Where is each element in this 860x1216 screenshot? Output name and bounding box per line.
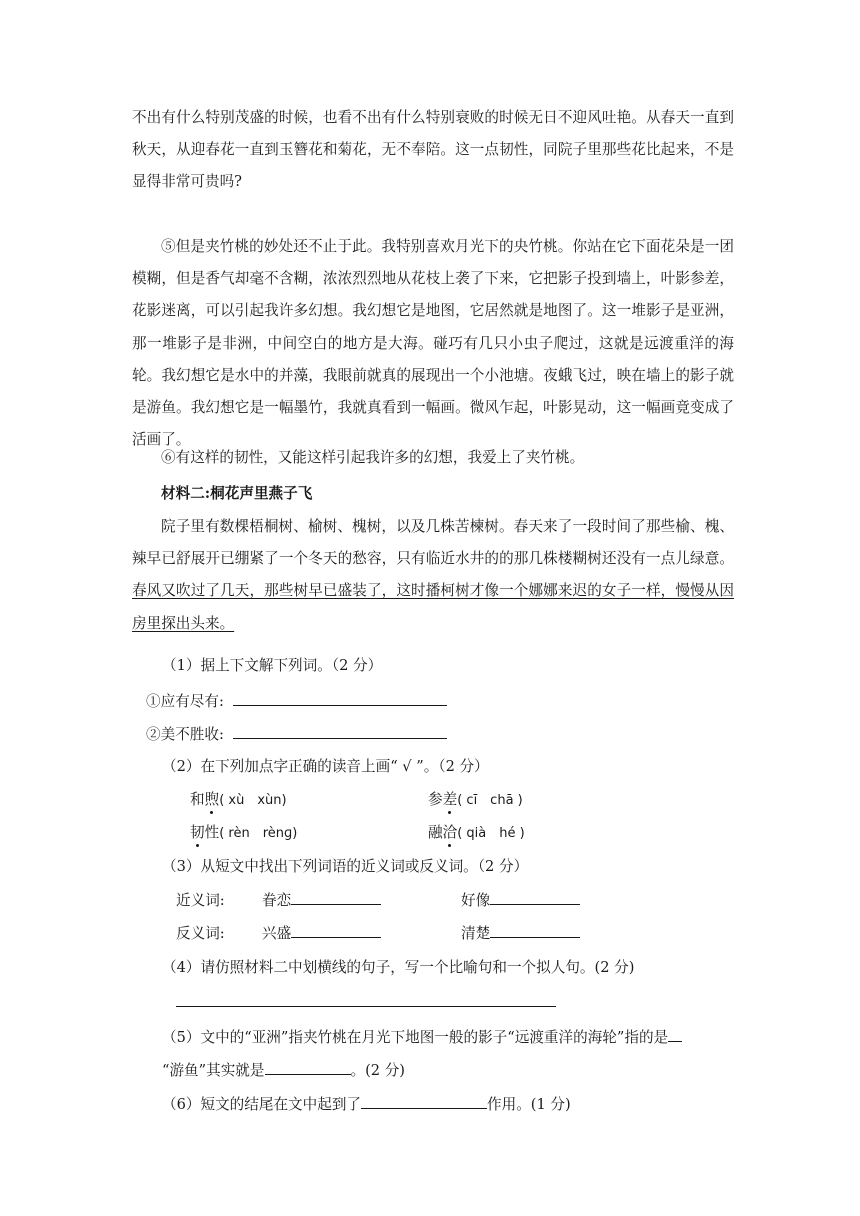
pinyin-item-1-char: 和 — [190, 791, 205, 808]
question-1b — [146, 723, 447, 744]
question-5-text: （5）文中的“亚洲”指夹竹桃在月光下地图一般的影子“远渡重洋的海轮”指的是 — [162, 1029, 669, 1046]
question-6 — [162, 1093, 571, 1114]
antonym-item-1 — [262, 922, 381, 943]
pinyin-item-2 — [428, 788, 523, 809]
answer-line-4[interactable] — [176, 1006, 556, 1007]
material-two-text — [132, 511, 734, 640]
question-1a-label: ①应有尽有: — [146, 693, 224, 710]
material-two-plain: 院子里有数棵梧桐树、榆树、槐树，以及几株苦楝树。春天来了一段时间了那些榆、槐、辣早已舒展开已绷紧了一个冬天的愁容，只有临近水井的的那几株楼糊树还没有一点儿绿意。 — [132, 518, 734, 568]
question-3: （3）从短文中找出下列词语的近义词或反义词。（2 分） — [162, 858, 529, 875]
question-5-line-1 — [162, 1026, 682, 1047]
pinyin-item-3 — [190, 821, 297, 842]
synonym-label: 近义词: — [176, 892, 225, 909]
passage-paragraph-continued: 不出有什么特别茂盛的时候，也看不出有什么特别衰败的时候无日不迎风吐艳。从春天一直到秋天，从迎春花一直到玉簪花和菊花，无不奉陪。这一点韧性，同院子里那些花比起来，不是显得非常可贵吗? — [132, 109, 734, 191]
pinyin-item-2-options[interactable]: ( cī chā ) — [457, 793, 523, 808]
word-juanlian: 眷恋 — [262, 892, 292, 909]
question-5-suffix: 。(2 分) — [350, 1062, 405, 1079]
material-two-underlined-sentence: 春风又吹过了几天，那些树早已盛装了，这时播柯树才像一个娜娜来迟的女子一样，慢慢从因房里探出头来。 — [132, 582, 734, 632]
answer-blank-1b[interactable] — [233, 724, 447, 739]
pinyin-item-1-options[interactable]: ( xù xùn) — [219, 793, 287, 808]
pinyin-item-3-options[interactable]: ( rèn rènɡ) — [219, 826, 298, 841]
pinyin-item-3-post: 性 — [204, 824, 220, 841]
answer-blank-5a[interactable] — [668, 1027, 682, 1042]
antonym-item-2 — [461, 922, 580, 943]
question-5-line-2 — [162, 1059, 405, 1080]
synonym-item-2 — [461, 889, 580, 910]
material-two-title: 材料二:桐花声里燕子飞 — [161, 485, 313, 502]
question-1: （1）据上下文解下列词。（2 分） — [162, 657, 383, 674]
question-1a — [146, 690, 447, 711]
question-6-prefix: （6）短文的结尾在文中起到了 — [162, 1096, 362, 1113]
question-2: （2）在下列加点字正确的读音上画“ √ ”。（2 分） — [162, 758, 489, 775]
pinyin-item-3-dotted-char: 韧 — [190, 821, 205, 842]
question-4: （4）请仿照材料二中划横线的句子，写一个比喻句和一个拟人句。(2 分) — [162, 959, 635, 976]
answer-blank-3c[interactable] — [291, 923, 381, 938]
antonym-label: 反义词: — [176, 925, 225, 942]
answer-blank-1a[interactable] — [233, 691, 447, 706]
answer-blank-5b[interactable] — [265, 1060, 351, 1075]
word-qingchu: 清楚 — [461, 925, 491, 942]
pinyin-item-1 — [190, 788, 287, 809]
word-haoxiang: 好像 — [461, 892, 491, 909]
pinyin-item-4-dotted-char: 洽 — [443, 821, 458, 842]
question-1b-label: ②美不胜收: — [146, 726, 224, 743]
question-6-suffix: 作用。(1 分) — [487, 1096, 571, 1113]
pinyin-item-4 — [428, 821, 525, 842]
word-xingsheng: 兴盛 — [262, 925, 292, 942]
answer-blank-3a[interactable] — [291, 890, 381, 905]
answer-blank-6[interactable] — [361, 1094, 487, 1109]
question-5-prefix: “游鱼”其实就是 — [162, 1062, 265, 1079]
synonym-item-1 — [262, 889, 381, 910]
pinyin-item-2-char: 参 — [428, 791, 443, 808]
pinyin-item-4-options[interactable]: ( qià hé ) — [457, 826, 525, 841]
passage-paragraph-5: ⑤但是夹竹桃的妙处还不止于此。我特别喜欢月光下的央竹桃。你站在它下面花朵是一团模糊，但是香气却毫不含糊，浓浓烈烈地从花枝上袭了下来，它把影子投到墙上，叶影参差，花影迷离，可以引起我许多幻想。我幻想它是地图，它居然就是地图了。这一堆影子是亚洲，那一堆影子是非洲，中间空白的地方是大海。碰巧有几只小虫子爬过，这就是远渡重洋的海轮。我幻想它是水中的并藻，我眼前就真的展现出一个小池塘。夜蛾飞过，映在墙上的影子就是游鱼。我幻想它是一幅墨竹，我就真看到一幅画。微风乍起，叶影晃动，这一幅画竟变成了活画了。 — [132, 238, 734, 449]
passage-paragraph-6: ⑥有这样的韧性，又能这样引起我许多的幻想，我爱上了夹竹桃。 — [161, 449, 585, 466]
answer-blank-3d[interactable] — [490, 923, 580, 938]
pinyin-item-4-char: 融 — [428, 824, 443, 841]
pinyin-item-1-dotted-char: 煦 — [205, 788, 220, 809]
pinyin-item-2-dotted-char: 差 — [443, 788, 458, 809]
answer-blank-3b[interactable] — [490, 890, 580, 905]
